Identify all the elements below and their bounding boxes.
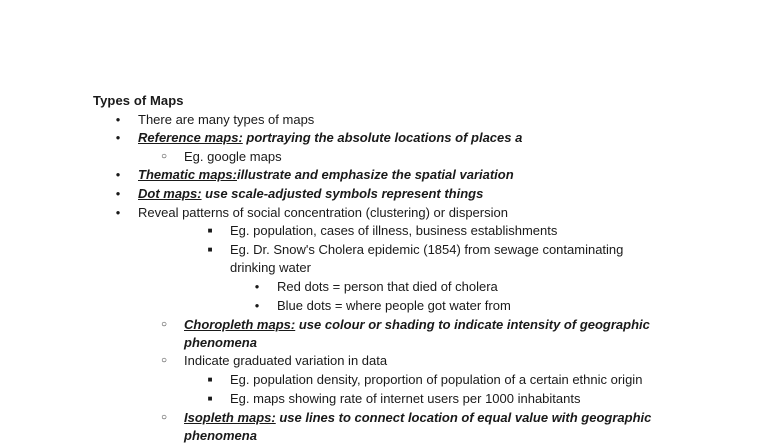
list-item-dot-maps <box>138 185 483 203</box>
thematic-maps-term: Thematic maps: <box>138 167 237 182</box>
list-item-choropleth-example-1: Eg. population density, proportion of population of a certain ethnic origin <box>230 372 643 387</box>
list-item-blue-dots: Blue dots = where people got water from <box>277 298 511 313</box>
reference-maps-desc: portraying the absolute locations of places a <box>242 130 523 145</box>
list-item-reveal: Reveal patterns of social concentration (clustering) or dispersion <box>138 205 508 220</box>
bullet-square-icon <box>204 222 216 240</box>
bullet-disc-icon <box>251 278 263 296</box>
isopleth-maps-desc: use lines to connect location of equal value with geographic <box>275 410 652 425</box>
bullet-disc-icon <box>112 129 124 147</box>
list-item-reference <box>138 129 522 147</box>
choropleth-maps-desc: use colour or shading to indicate intensity of geographic <box>295 317 650 332</box>
list-item-reference-example: Eg. google maps <box>184 149 282 164</box>
dot-maps-desc: use scale-adjusted symbols represent things <box>201 186 484 201</box>
bullet-disc-icon <box>112 166 124 184</box>
reference-maps-term: Reference maps: <box>138 130 243 145</box>
bullet-circle-icon <box>158 409 170 427</box>
list-item-choropleth <box>184 316 650 334</box>
bullet-disc-icon <box>112 204 124 222</box>
bullet-disc-icon <box>112 111 124 129</box>
bullet-disc-icon <box>251 297 263 315</box>
list-item-red-dots: Red dots = person that died of cholera <box>277 279 498 294</box>
list-item-intro: There are many types of maps <box>138 112 315 127</box>
bullet-square-icon <box>204 241 216 259</box>
list-item-choropleth-cont: phenomena <box>184 335 257 350</box>
bullet-square-icon <box>204 390 216 408</box>
section-heading: Types of Maps <box>93 93 184 108</box>
list-item-isopleth-cont: phenomena <box>184 428 257 443</box>
bullet-disc-icon <box>112 185 124 203</box>
list-item-dot-example-2: Eg. Dr. Snow's Cholera epidemic (1854) from sewage contaminating <box>230 242 624 257</box>
isopleth-maps-term: Isopleth maps: <box>184 410 276 425</box>
bullet-square-icon <box>204 371 216 389</box>
dot-maps-term: Dot maps: <box>138 186 202 201</box>
list-item-graduated: Indicate graduated variation in data <box>184 353 388 368</box>
list-item-dot-example-1: Eg. population, cases of illness, business establishments <box>230 223 558 238</box>
bullet-circle-icon <box>158 316 170 334</box>
list-item-thematic <box>138 166 514 184</box>
list-item-dot-example-2-cont: drinking water <box>230 260 311 275</box>
thematic-maps-desc: illustrate and emphasize the spatial variation <box>236 167 514 182</box>
list-item-choropleth-example-2: Eg. maps showing rate of internet users per 1000 inhabitants <box>230 391 581 406</box>
choropleth-maps-term: Choropleth maps: <box>184 317 296 332</box>
bullet-circle-icon <box>158 148 170 166</box>
bullet-circle-icon <box>158 352 170 370</box>
list-item-isopleth <box>184 409 651 427</box>
